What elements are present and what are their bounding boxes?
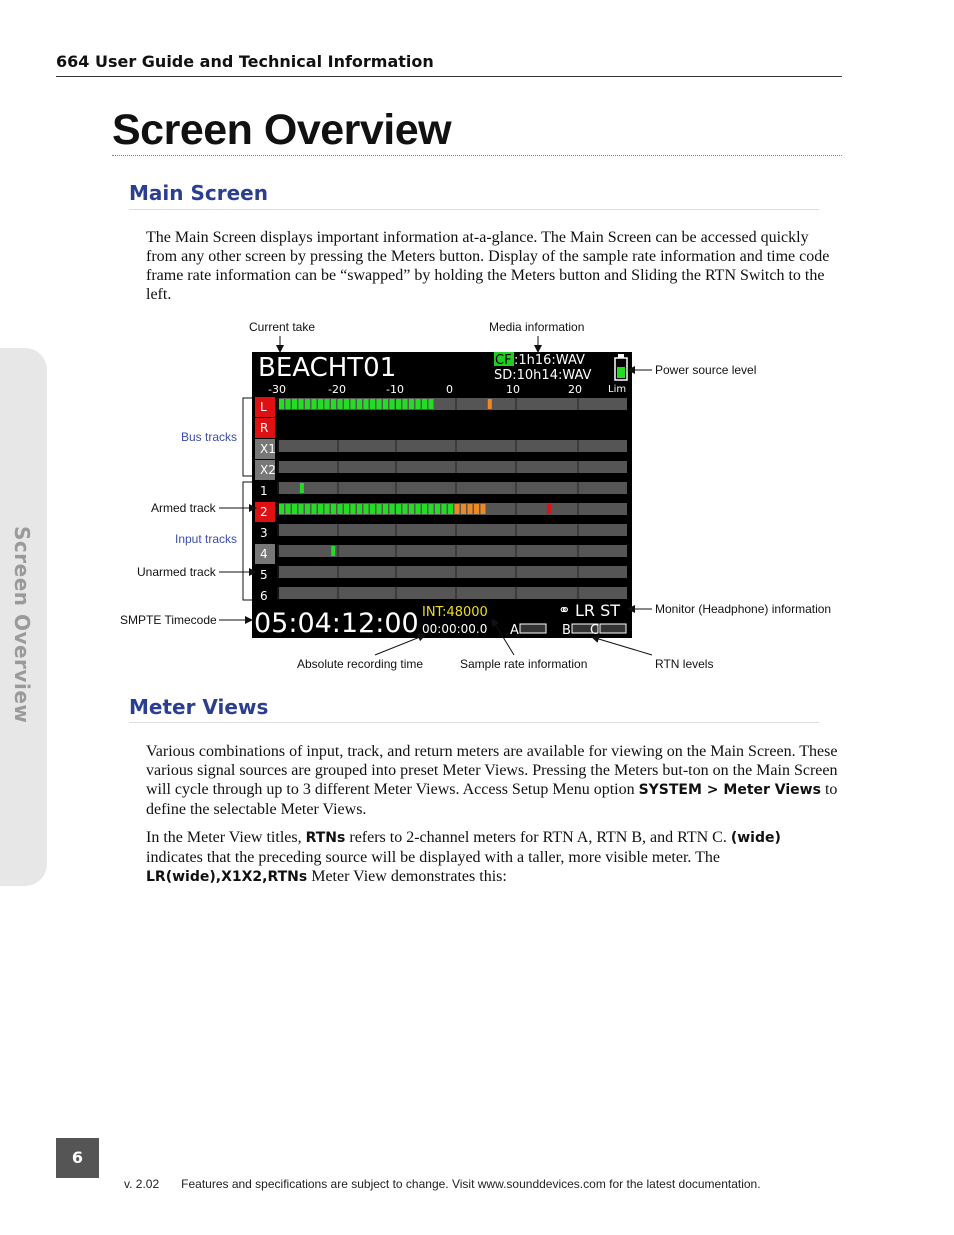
footer-version: v. 2.02 (124, 1177, 160, 1191)
meter-segment (344, 504, 349, 514)
track-label: 5 (260, 568, 268, 582)
page-title: Screen Overview (112, 106, 452, 154)
meter-segment (422, 504, 427, 514)
rtn-meter (520, 624, 546, 633)
track-label: 1 (260, 484, 268, 498)
meter-segment (448, 504, 453, 514)
battery-level (617, 367, 625, 378)
meter-views-paragraph-2 (146, 828, 841, 887)
header-rule (56, 76, 842, 77)
meter-segment (279, 504, 284, 514)
meter-views-paragraph-1 (146, 742, 841, 819)
callout-rtn-levels: RTN levels (655, 657, 714, 671)
scale-tick-label: -20 (328, 383, 346, 396)
meter-segment (318, 399, 323, 409)
meter-segment (390, 504, 395, 514)
meter-peak (547, 504, 551, 514)
meter-segment (279, 399, 284, 409)
callout-power-source-level: Power source level (655, 363, 757, 377)
callout-input-tracks: Input tracks (175, 532, 238, 546)
section-rule (129, 209, 819, 210)
page-number: 6 (56, 1138, 99, 1178)
callout-bus-tracks: Bus tracks (181, 430, 238, 444)
meter-segment (370, 504, 375, 514)
meter-track-bg (279, 461, 627, 473)
meter-segment (409, 504, 414, 514)
callout-monitor-information: Monitor (Headphone) information (655, 602, 832, 616)
meter-segment (292, 399, 297, 409)
track-label: 6 (260, 589, 268, 603)
meter-track-bg (279, 587, 627, 599)
main-screen-paragraph: The Main Screen displays important information at-a-glance. The Main Screen can be accessed quickly from any other screen by pressing the Meters button. Display of the sample rate information and time code frame rate information can be “swapped” by holding the Meters button and Sliding the RTN Switch to the left. (146, 229, 830, 303)
callout-unarmed-track: Unarmed track (137, 565, 216, 579)
meter-segment (286, 399, 291, 409)
text-run: Meter View demonstrates this: (307, 868, 507, 885)
meter-segment (416, 504, 421, 514)
text-run: refers to 2-channel meters for RTN A, RTN B, and RTN C. (345, 829, 731, 846)
meter-segment (351, 399, 356, 409)
track-label: L (260, 400, 267, 414)
meter-segment (351, 504, 356, 514)
meter-track-bg (279, 482, 627, 494)
text-run: to define the selectable Meter Views. (146, 781, 838, 818)
meter-segment (455, 504, 460, 514)
scale-tick-label: 20 (568, 383, 582, 396)
code-term: (wide) (730, 830, 781, 846)
meter-segment (416, 399, 421, 409)
menu-path: SYSTEM > Meter Views (638, 782, 821, 798)
meter-segment (318, 504, 323, 514)
meter-segment (383, 504, 388, 514)
rtn-label: B (562, 623, 571, 638)
section-heading-main-screen: Main Screen (129, 181, 268, 205)
take-name: BEACHT01 (258, 353, 397, 383)
meter-segment (299, 504, 304, 514)
meter-segment (390, 399, 395, 409)
meter-segment (422, 399, 427, 409)
callout-sample-rate-information: Sample rate information (460, 657, 588, 671)
meter-segment (403, 504, 408, 514)
absolute-time: 00:00:00.0 (422, 622, 488, 636)
meter-segment (286, 504, 291, 514)
meter-segment (377, 504, 382, 514)
meter-track-bg (279, 440, 627, 452)
meter-track-bg (279, 566, 627, 578)
side-tab-label: Screen Overview (10, 526, 34, 724)
meter-segment (468, 504, 473, 514)
rtn-label: A (510, 623, 519, 638)
main-screen-display (252, 352, 632, 638)
running-header: 664 User Guide and Technical Information (56, 52, 434, 71)
meter-segment (435, 504, 440, 514)
rtn-label: C (590, 623, 600, 638)
section-heading-meter-views: Meter Views (129, 695, 269, 719)
smpte-timecode: 05:04:12:00 (254, 608, 419, 638)
callout-absolute-recording-time: Absolute recording time (297, 657, 424, 671)
callout-armed-track: Armed track (151, 501, 216, 515)
meter-segment (344, 399, 349, 409)
section-rule (129, 722, 819, 723)
meter-segment (312, 399, 317, 409)
meter-segment (396, 504, 401, 514)
track-label: X1 (260, 442, 276, 456)
callout-smpte-timecode: SMPTE Timecode (120, 613, 217, 627)
meter-segment (325, 399, 330, 409)
meter-peak (300, 483, 304, 493)
lim-label: Lim (608, 384, 627, 395)
meter-segment (331, 504, 336, 514)
meter-segment (357, 504, 362, 514)
scale-tick-label: 10 (506, 383, 520, 396)
meter-segment (370, 399, 375, 409)
meter-segment (364, 399, 369, 409)
track-label: X2 (260, 463, 276, 477)
scale-tick-label: -10 (386, 383, 404, 396)
meter-segment (292, 504, 297, 514)
media-cf-info: :1h16:WAV (514, 353, 585, 368)
rtn-meter (600, 624, 626, 633)
track-label: 3 (260, 526, 268, 540)
meter-segment (403, 399, 408, 409)
text-run: Various combinations of input, track, and return meters are available for viewing on the Main Screen. These various signal sources are grouped into preset Meter Views. Pressing the Meters but-ton on the Main Screen will cycle through up to 3 different Meter Views. Access Setup Menu option (146, 743, 838, 798)
track-label: 4 (260, 547, 268, 561)
media-cf-tag: CF (495, 353, 512, 368)
meter-segment (396, 399, 401, 409)
text-run: In the Meter View titles, (146, 829, 306, 846)
callout-current-take: Current take (249, 320, 316, 334)
meter-peak (488, 399, 492, 409)
footer (124, 1177, 761, 1191)
headphone-icon: ⚭ (558, 601, 571, 619)
code-term: LR(wide),X1X2,RTNs (146, 869, 308, 885)
meter-segment (409, 399, 414, 409)
callout-media-information: Media information (489, 320, 585, 334)
footer-notice: Features and specifications are subject to change. Visit www.sounddevices.com for the latest documentation. (181, 1177, 761, 1191)
meter-segment (338, 399, 343, 409)
meter-segment (429, 399, 434, 409)
meter-segment (338, 504, 343, 514)
meter-segment (383, 399, 388, 409)
meter-segment (442, 504, 447, 514)
meter-segment (357, 399, 362, 409)
title-rule (112, 155, 842, 156)
text-run: indicates that the preceding source will be displayed with a taller, more visible meter. The (146, 849, 720, 866)
meter-segment (331, 399, 336, 409)
track-label: 2 (260, 505, 268, 519)
meter-segment (474, 504, 479, 514)
meter-track-bg (279, 524, 627, 536)
meter-segment (325, 504, 330, 514)
meter-segment (364, 504, 369, 514)
monitor-mode: LR ST (575, 601, 621, 620)
code-term: RTNs (305, 830, 346, 846)
meter-segment (461, 504, 466, 514)
meter-peak (331, 546, 335, 556)
meter-segment (312, 504, 317, 514)
scale-tick-label: -30 (268, 383, 286, 396)
meter-segment (377, 399, 382, 409)
media-sd-info: SD:10h14:WAV (494, 368, 592, 383)
sample-rate: INT:48000 (422, 605, 488, 620)
meter-segment (299, 399, 304, 409)
meter-segment (305, 504, 310, 514)
meter-segment (429, 504, 434, 514)
meter-segment (305, 399, 310, 409)
scale-tick-label: 0 (446, 383, 453, 396)
meter-segment (481, 504, 486, 514)
track-label: R (260, 421, 269, 435)
battery-tip (618, 354, 624, 358)
